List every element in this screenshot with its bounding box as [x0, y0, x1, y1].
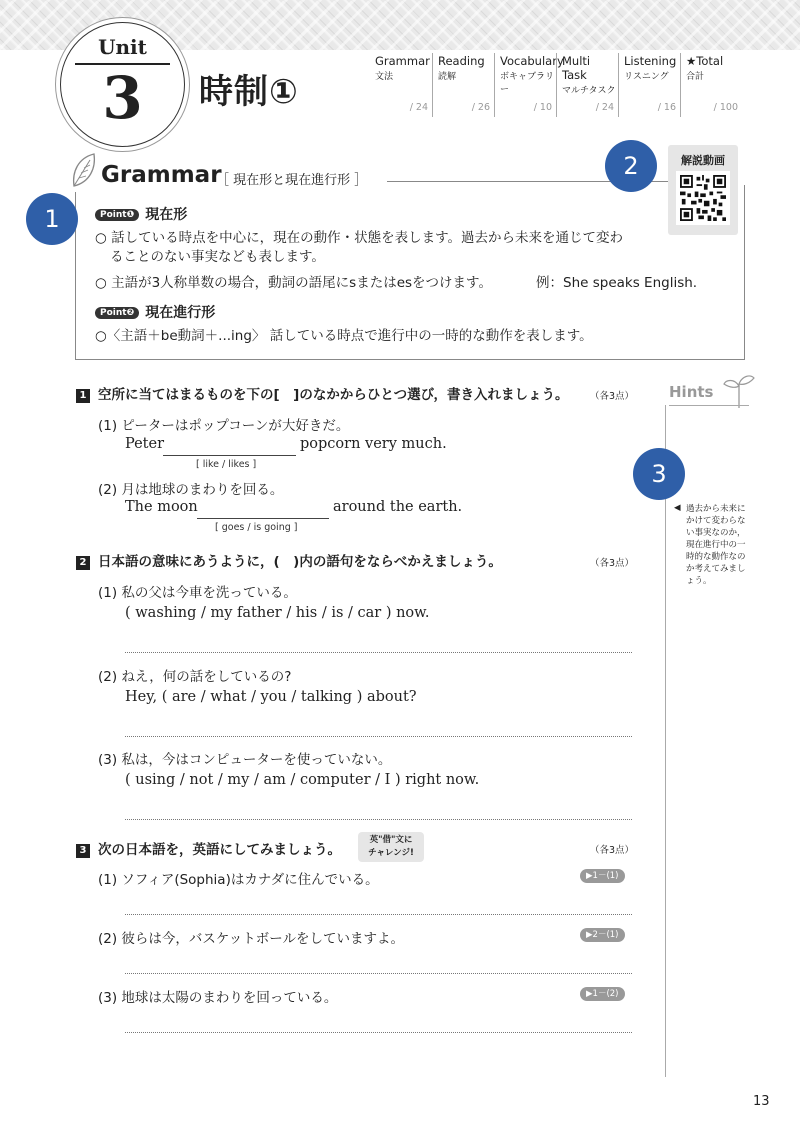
ex1-text: 空所に当てはまるものを下の[ ]のなかからひとつ選び，書き入れましょう。 — [98, 387, 569, 403]
sprout-icon — [722, 368, 756, 408]
hint-arrow-icon: ◀ — [674, 503, 681, 513]
score-label: Grammar — [375, 54, 430, 68]
score-label-jp: リスニング — [624, 72, 669, 82]
score-grammar — [370, 53, 432, 117]
score-label-jp: 読解 — [438, 72, 457, 82]
score-listening — [618, 53, 680, 117]
grammar-subtitle: ［ 現在形と現在進行形 ］ — [216, 173, 368, 188]
ex1-q2-japanese: (2) 月は地球のまわりを回る。 — [98, 482, 284, 498]
point2-title: 現在進行形 — [145, 305, 216, 321]
ex1-q1-japanese: (1) ピーターはポップコーンが大好きだ。 — [98, 418, 350, 434]
score-points: / 24 — [595, 102, 614, 113]
unit-badge — [60, 22, 185, 147]
ex2-instruction — [76, 550, 502, 570]
ex2-q2-words: Hey, ( are / what / you / talking ) about? — [125, 689, 417, 705]
score-points: / 100 — [713, 102, 738, 113]
score-reading — [432, 53, 494, 117]
page-number: 13 — [753, 1094, 770, 1109]
score-label: Vocabulary — [500, 54, 564, 68]
score-label-jp: 文法 — [375, 72, 394, 82]
score-points: / 26 — [471, 102, 490, 113]
ex2-text: 日本語の意味にあうように，( )内の語句をならべかえましょう。 — [98, 554, 502, 570]
point1-line3: ○ 主語が3人称単数の場合，動詞の語尾にsまたはesをつけます。 — [95, 275, 492, 291]
qr-label: 解説動画 — [681, 154, 725, 167]
ex2-q3-answer-line[interactable] — [125, 819, 632, 820]
point1-line2: ることのない事実なども表します。 — [110, 249, 325, 265]
ex3-q1-answer-line[interactable] — [125, 914, 632, 915]
score-table — [370, 53, 742, 117]
ex3-number: 3 — [76, 844, 90, 858]
ex1-q1-after: popcorn very much. — [300, 436, 447, 452]
callout-marker-1: 1 — [26, 193, 78, 245]
ex1-q2-answer-blank[interactable] — [197, 502, 329, 519]
ex2-points: （各3点） — [590, 558, 635, 569]
hint-body: 過去から未来にかけて変わらない事実なのか，現在進行中の一時的な動作なのか考えてみましょう。 — [686, 504, 746, 586]
score-label-jp: ボキャブラリー — [500, 72, 555, 95]
hint-text — [674, 503, 752, 587]
unit-number: 3 — [102, 64, 143, 132]
ex2-q2-japanese: (2) ねえ，何の話をしているの? — [98, 669, 292, 685]
challenge-line2: チャレンジ! — [368, 848, 414, 858]
ex3-q3-answer-line[interactable] — [125, 1032, 632, 1033]
hints-label: Hints — [669, 383, 714, 401]
unit-label: Unit — [98, 35, 147, 59]
hints-column-line — [665, 405, 666, 1077]
leaf-icon — [70, 152, 98, 190]
grammar-title: Grammar — [101, 162, 222, 188]
score-multitask — [556, 53, 618, 117]
ex3-q1-reference: ▶1－(1) — [580, 869, 625, 883]
ex2-q2-answer-line[interactable] — [125, 736, 632, 737]
ex3-q2-reference: ▶2－(1) — [580, 928, 625, 942]
callout-marker-2: 2 — [605, 140, 657, 192]
score-total — [680, 53, 742, 117]
challenge-bubble — [358, 832, 424, 862]
point2-badge: Point❷ — [95, 307, 139, 319]
hints-rule — [669, 405, 749, 406]
ex2-q3-words: ( using / not / my / am / computer / I ) right now. — [125, 772, 480, 788]
point1-title: 現在形 — [145, 207, 188, 223]
ex2-q1-answer-line[interactable] — [125, 652, 632, 653]
point1-line1: ○ 話している時点を中心に，現在の動作・状態を表します。過去から未来を通じて変わ — [95, 230, 623, 246]
ex2-q1-words: ( washing / my father / his / is / car ) now. — [125, 605, 430, 621]
ex1-q2-before: The moon — [125, 499, 198, 515]
ex3-q3-reference: ▶1－(2) — [580, 987, 625, 1001]
score-points: / 24 — [409, 102, 428, 113]
point2-heading — [95, 302, 215, 322]
point1-heading — [95, 204, 187, 224]
explanation-video-qr[interactable] — [668, 145, 738, 235]
point1-example: 例：She speaks English. — [536, 275, 698, 291]
ex3-q1-japanese: (1) ソフィア(Sophia)はカナダに住んでいる。 — [98, 872, 379, 888]
ex2-number: 2 — [76, 556, 90, 570]
ex2-q3-japanese: (3) 私は，今はコンピューターを使っていない。 — [98, 752, 392, 768]
score-points: / 10 — [533, 102, 552, 113]
ex1-number: 1 — [76, 389, 90, 403]
ex3-text: 次の日本語を，英語にしてみましょう。 — [98, 842, 341, 858]
ex3-q2-japanese: (2) 彼らは今，バスケットボールをしていますよ。 — [98, 931, 404, 947]
score-label: ★Total — [686, 54, 724, 68]
grammar-header — [70, 152, 660, 192]
score-label: Multi Task — [562, 54, 591, 82]
score-vocabulary — [494, 53, 564, 117]
ex3-instruction — [76, 838, 341, 858]
ex1-q2-after: around the earth. — [333, 499, 463, 515]
score-label: Reading — [438, 54, 485, 68]
ex1-q1-choices: [ like / likes ] — [196, 459, 257, 470]
score-points: / 16 — [657, 102, 676, 113]
ex1-instruction — [76, 383, 569, 403]
ex1-points: （各3点） — [590, 391, 635, 402]
challenge-line1: 英"借"文に — [369, 835, 413, 845]
qr-code-icon[interactable] — [676, 171, 730, 225]
point2-line1: ○〈主語＋be動詞＋...ing〉 話している時点で進行中の一時的な動作を表します。 — [95, 328, 593, 344]
ex1-q2-choices: [ goes / is going ] — [215, 522, 298, 533]
point1-badge: Point❶ — [95, 209, 139, 221]
ex2-q1-japanese: (1) 私の父は今車を洗っている。 — [98, 585, 297, 601]
ex1-q1-before: Peter — [125, 436, 165, 452]
ex3-q2-answer-line[interactable] — [125, 973, 632, 974]
ex1-q1-answer-blank[interactable] — [163, 439, 296, 456]
callout-marker-3: 3 — [633, 448, 685, 500]
score-label-jp: 合計 — [686, 72, 705, 82]
page-title: 時制① — [199, 72, 299, 112]
score-label-jp: マルチタスク — [562, 86, 616, 96]
ex3-q3-japanese: (3) 地球は太陽のまわりを回っている。 — [98, 990, 338, 1006]
score-label: Listening — [624, 54, 677, 68]
ex3-points: （各3点） — [590, 845, 635, 856]
